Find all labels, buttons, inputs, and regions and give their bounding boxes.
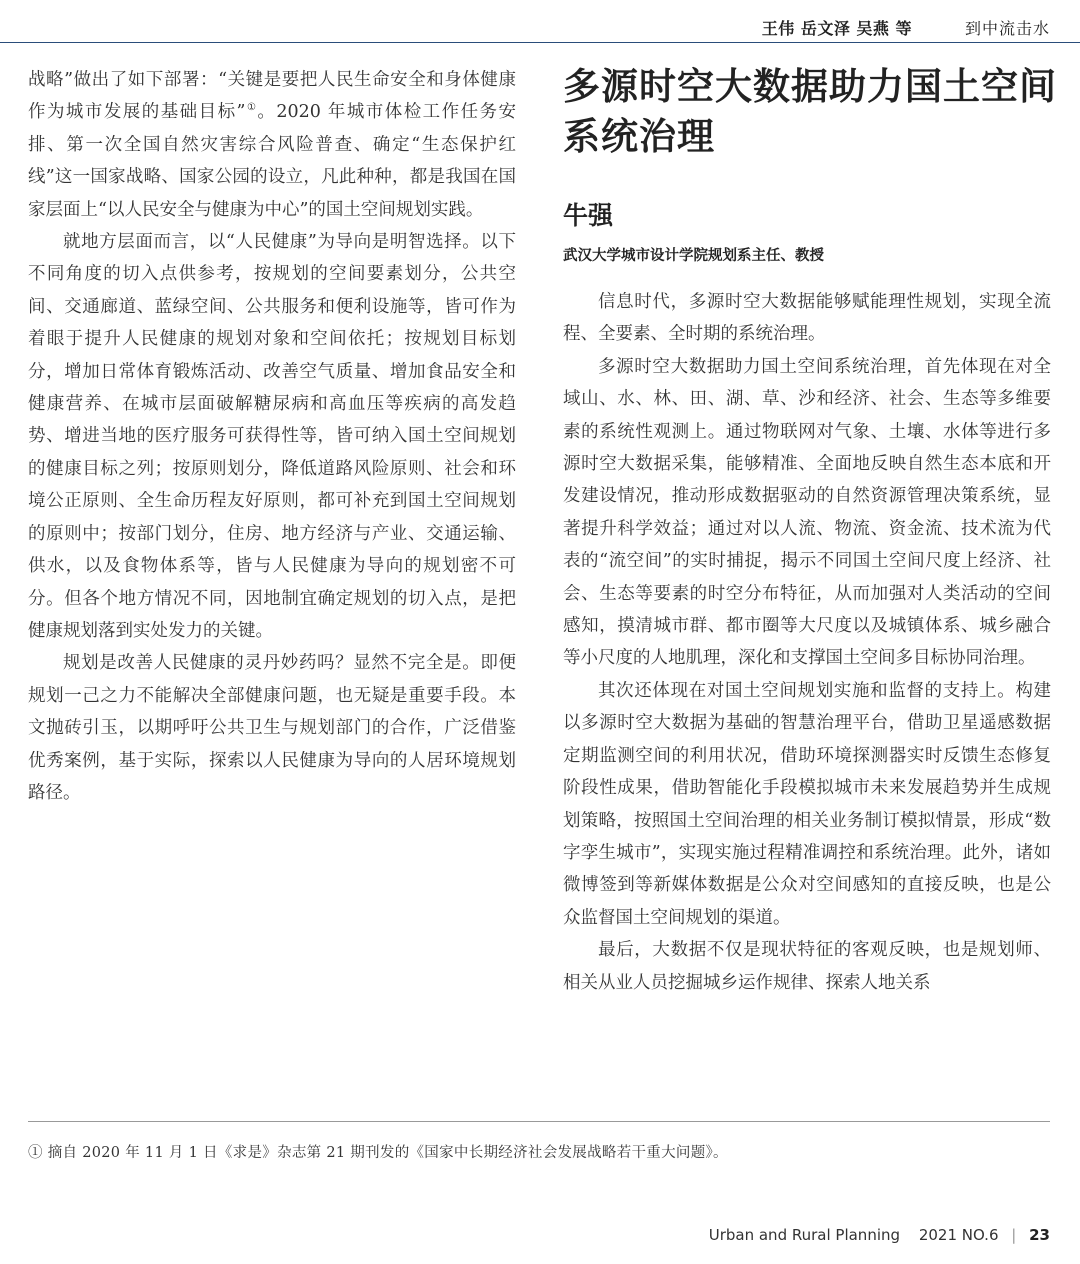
- article-affiliation: 武汉大学城市设计学院规划系主任、教授: [563, 248, 824, 264]
- header-section: 到中流击水: [964, 19, 1050, 38]
- footer-separator: |: [1011, 1226, 1017, 1244]
- page-number: 23: [1029, 1226, 1050, 1244]
- article-author: 牛强: [563, 201, 614, 230]
- article-title: 多源时空大数据助力国土空间系统治理: [563, 65, 1057, 158]
- right-paragraph-4: 最后，大数据不仅是现状特征的客观反映，也是规划师、相关从业人员挖掘城乡运作规律、探索人地关系: [563, 940, 1051, 993]
- left-paragraph-3: 规划是改善人民健康的灵丹妙药吗？显然不完全是。即便规划一己之力不能解决全部健康问题，也无疑是重要手段。本文抛砖引玉，以期呼吁公共卫生与规划部门的合作，广泛借鉴优秀案例，基于实际，探索以人民健康为导向的人居环境规划路径。: [28, 653, 516, 803]
- left-paragraph-1-text-b: 。2020 年城市体检工作任务安排、第一次全国自然灾害综合风险普查、确定“生态保护红线”这一国家战略、国家公园的设立，凡此种种，都是我国在国家层面上“以人民安全与健康为中心”的国土空间规划实践。: [28, 102, 517, 220]
- page-header: [0, 0, 1080, 44]
- left-paragraph-1-text-a: 战略”做出了如下部署：“关键是要把人民生命安全和身体健康作为城市发展的基础目标”: [28, 70, 516, 123]
- left-column: [28, 64, 516, 809]
- footer-issue: 2021 NO.6: [918, 1226, 999, 1244]
- footnote-divider: [28, 1121, 1050, 1122]
- header-rule: [0, 42, 1080, 43]
- right-paragraph-1: 信息时代，多源时空大数据能够赋能理性规划，实现全流程、全要素、全时期的系统治理。: [563, 292, 1051, 345]
- right-paragraph-2: 多源时空大数据助力国土空间系统治理，首先体现在对全域山、水、林、田、湖、草、沙和经济、社会、生态等多维要素的系统性观测上。通过物联网对气象、土壤、水体等进行多源时空大数据采集，能够精准、全面地反映自然生态本底和开发建设情况，推动形成数据驱动的自然资源管理决策系统，显著提升科学效益；通过对以人流、物流、资金流、技术流为代表的“流空间”的实时捕捉，揭示不同国土空间尺度上经济、社会、生态等要素的时空分布特征，从而加强对人类活动的空间感知，摸清城市群、都市圈等大尺度以及城镇体系、城乡融合等小尺度的人地肌理，深化和支撑国土空间多目标协同治理。: [563, 356, 1051, 669]
- footnote: ① 摘自 2020 年 11 月 1 日《求是》杂志第 21 期刊发的《国家中长期经济社会发展战略若干重大问题》。: [28, 1145, 728, 1161]
- right-paragraph-3: 其次还体现在对国土空间规划实施和监督的支持上。构建以多源时空大数据为基础的智慧治理平台，借助卫星遥感数据定期监测空间的利用状况，借助环境探测器实时反馈生态修复阶段性成果，借助智能化手段模拟城市未来发展趋势并生成规划策略，按照国土空间治理的相关业务制订模拟情景，形成“数字孪生城市”，实现实施过程精准调控和系统治理。此外，诸如微博签到等新媒体数据是公众对空间感知的直接反映，也是公众监督国土空间规划的渠道。: [563, 680, 1051, 928]
- page-footer: [709, 1226, 1050, 1244]
- right-column: [563, 286, 1051, 999]
- footer-journal: Urban and Rural Planning: [708, 1226, 901, 1244]
- left-paragraph-1: [28, 64, 516, 226]
- left-paragraph-2: 就地方层面而言，以“人民健康”为导向是明智选择。以下不同角度的切入点供参考，按规划的空间要素划分，公共空间、交通廊道、蓝绿空间、公共服务和便利设施等，皆可作为着眼于提升人民健康的规划对象和空间依托；按规划目标划分，增加日常体育锻炼活动、改善空气质量、增加食品安全和健康营养、在城市层面破解糖尿病和高血压等疾病的高发趋势、增进当地的医疗服务可获得性等，皆可纳入国土空间规划的健康目标之列；按原则划分，降低道路风险原则、社会和环境公正原则、全生命历程友好原则，都可补充到国土空间规划的原则中；按部门划分，住房、地方经济与产业、交通运输、供水，以及食物体系等，皆与人民健康为导向的规划密不可分。但各个地方情况不同，因地制宜确定规划的切入点，是把健康规划落到实处发力的关键。: [28, 232, 516, 641]
- footnote-marker[interactable]: ①: [245, 102, 258, 114]
- header-authors: 王伟 岳文泽 吴燕 等: [761, 19, 912, 38]
